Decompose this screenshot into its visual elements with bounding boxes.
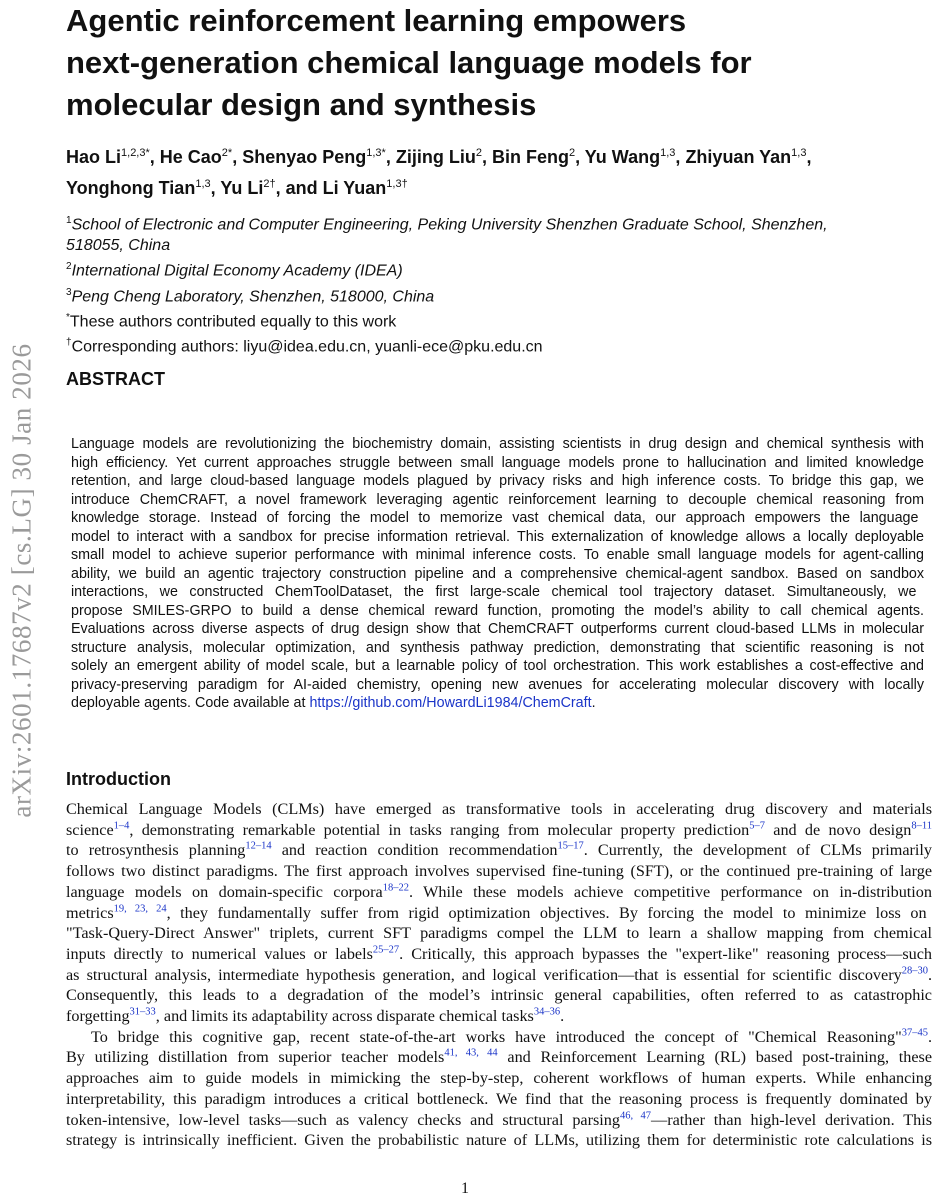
title-line: next-generation chemical language models for [66, 45, 752, 80]
citation-link[interactable]: 1–4 [113, 820, 130, 832]
introduction-line [66, 985, 932, 1006]
abstract-line: propose SMILES-GRPO to build a dense chemical reward function, promoting the model’s ability to call chemical agents. [71, 602, 924, 619]
introduction-line [66, 1068, 932, 1089]
author-affiliation-marks: 2 [568, 147, 576, 159]
introduction-line [66, 1006, 932, 1027]
author [585, 147, 686, 167]
body-text: inputs directly to numerical values or labels [66, 944, 373, 963]
author-separator: , [675, 147, 686, 167]
abstract-line: knowledge storage. Instead of forcing the model to memorize vast chemical data, our approach empowers the language [71, 510, 919, 526]
abstract-line: high efficiency. Yet current approaches struggle between small language models prone to hallucination and limited knowledge [71, 454, 924, 471]
affiliation-text: School of Electronic and Computer Engineering, Peking University Shenzhen Graduate School, Shenzhen, [71, 216, 828, 234]
abstract-heading: ABSTRACT [66, 369, 165, 389]
affiliation-mark: 1 [66, 215, 72, 226]
body-text: strategy is intrinsically inefficient. Given the probabilistic nature of LLMs, utilizing them for deterministic rote calculations is [66, 1131, 932, 1150]
affiliation-mark: 2 [66, 261, 72, 273]
author-name: Zhiyuan Yan [685, 147, 792, 167]
body-text: forgetting [66, 1007, 130, 1026]
affiliation-list [66, 210, 916, 358]
author-affiliation-marks: 2* [221, 147, 233, 159]
citation-link[interactable]: 34–36 [533, 1006, 561, 1018]
author-separator: , and [275, 178, 323, 198]
citation-link[interactable]: 37–45 [901, 1027, 928, 1039]
abstract-line: Language models are revolutionizing the biochemistry domain, assisting scientists in drug design and chemical synthesis with [71, 436, 924, 452]
abstract-lines [71, 435, 924, 694]
body-text: token-intensive, low-level tasks—such as valency checks and structural parsing [66, 1110, 620, 1129]
arxiv-identifier-stamp [0, 285, 44, 875]
abstract-line: introduce ChemCRAFT, a novel framework leveraging agentic reinforcement learning to decouple chemical reasoning from [71, 491, 924, 508]
author [66, 147, 160, 167]
citation [130, 1007, 156, 1018]
citation-link[interactable]: 25–27 [372, 944, 400, 956]
author [242, 147, 396, 167]
citation-link[interactable]: 15–17 [557, 841, 584, 853]
citation [373, 945, 399, 956]
body-text: —rather than high-level derivation. This [651, 1110, 932, 1129]
introduction-line [66, 923, 932, 944]
introduction-line [66, 903, 932, 924]
author [685, 147, 811, 167]
body-text: . While these models achieve competitive performance on in-distribution [408, 882, 932, 901]
citation [444, 1048, 497, 1059]
introduction-line [66, 882, 932, 903]
author-affiliation-marks: 1,3† [386, 178, 408, 190]
abstract-last-line-prefix: deployable agents. Code available at [71, 695, 310, 711]
author-name: Yu Li [220, 178, 264, 198]
author [323, 178, 408, 198]
author [66, 178, 220, 198]
affiliation-text: Peng Cheng Laboratory, Shenzhen, 518000, China [71, 287, 435, 305]
body-text: To bridge this cognitive gap, recent state-of-the-art works have introduced the concept of "Chemical Reasoning" [91, 1027, 902, 1046]
code-repository-link[interactable]: https://github.com/HowardLi1984/ChemCraft [309, 695, 592, 711]
body-text: , they fundamentally suffer from rigid optimization objectives. By forcing the model to minimize loss on [166, 903, 927, 922]
author-name: Hao Li [66, 147, 122, 167]
citation-link[interactable]: 5–7 [749, 820, 765, 832]
author-affiliation-marks: 2 [475, 147, 482, 159]
citation-link[interactable]: 31–33 [129, 1006, 156, 1018]
citation [114, 903, 167, 914]
abstract-line: small model to achieve superior performance with minimal inference costs. To enable small language models for agent-calling [71, 547, 924, 563]
abstract-line: Evaluations across diverse aspects of drug design show that ChemCRAFT outperforms current cloud-based LLMs in molecular [71, 621, 924, 637]
author-name: Yonghong Tian [66, 178, 196, 198]
citation-link[interactable]: 19, 23, 24 [113, 903, 167, 915]
affiliation-text: Corresponding authors: liyu@idea.edu.cn, yuanli-ece@pku.edu.cn [71, 338, 543, 356]
affiliation-text: 518055, China [66, 237, 171, 255]
title-line: molecular design and synthesis [66, 87, 537, 122]
author-name: Yu Wang [584, 147, 661, 167]
title-line: Agentic reinforcement learning empowers [66, 3, 687, 38]
author [492, 147, 585, 167]
citation [534, 1007, 560, 1018]
citation-link[interactable]: 8–11 [911, 820, 932, 832]
body-text: . Currently, the development of CLMs primarily [583, 841, 933, 860]
body-text: approaches aim to guide models in mimicking the step-by-step, coherent workflows of human experts. While enhancing [66, 1069, 932, 1088]
citation [245, 841, 271, 852]
author-separator: , [806, 147, 812, 167]
body-text: and Reinforcement Learning (RL) based post-training, these [497, 1048, 932, 1067]
body-text: language models on domain-specific corpora [66, 882, 383, 901]
introduction-line [66, 1110, 932, 1131]
citation [911, 820, 932, 831]
author-name: Li Yuan [322, 178, 387, 198]
author-separator: , [385, 147, 396, 167]
abstract-last-line-suffix: . [591, 695, 596, 711]
body-text: , demonstrating remarkable potential in tasks ranging from molecular property prediction [129, 820, 750, 839]
abstract-line: retention, and large cloud-based language models plagued by privacy risks and high inference costs. To bridge this gap, we [71, 473, 924, 489]
citation-link[interactable]: 46, 47 [619, 1110, 652, 1122]
body-text: By utilizing distillation from superior teacher models [66, 1048, 445, 1067]
introduction-line [66, 840, 932, 861]
citation-link[interactable]: 41, 43, 44 [444, 1048, 498, 1060]
affiliation-mark: * [66, 311, 70, 323]
author-name: Zijing Liu [395, 147, 476, 167]
body-text: as structural analysis, intermediate hypothesis generation, and logical verification—that is essential for scientific discovery [66, 965, 902, 984]
citation [620, 1110, 651, 1121]
author-affiliation-marks: 1,3 [660, 147, 676, 159]
author [396, 147, 492, 167]
body-text: "Task-Query-Direct Answer" triplets, current SFT paradigms compel the LLM to learn a shallow mapping from chemical [66, 924, 932, 943]
author [160, 147, 242, 167]
body-text: to retrosynthesis planning [66, 841, 246, 860]
author-name: Bin Feng [491, 147, 569, 167]
body-text: . [927, 965, 932, 984]
abstract-line: privacy-preserving paradigm for AI-aided chemistry, opening new avenues for accelerating molecular discovery with locally [71, 676, 924, 693]
author-separator: , [232, 147, 243, 167]
body-text: Consequently, this leads to a degradation of the model’s intrinsic general capabilities, often referred to as catastrophic [66, 986, 932, 1005]
citation-link[interactable]: 18–22 [382, 882, 409, 894]
body-text: . [927, 1027, 932, 1046]
author-affiliation-marks: 1,2,3* [121, 147, 150, 159]
abstract-line: structure analysis, molecular optimization, and synthesis pathway prediction, demonstrating that scientific reasoning is not [71, 639, 924, 656]
introduction-line [66, 944, 932, 965]
body-text: and reaction condition recommendation [271, 841, 558, 860]
introduction-line [66, 799, 932, 820]
body-text: . Critically, this approach bypasses the "expert-like" reasoning process—such [399, 944, 932, 963]
citation [383, 882, 409, 893]
abstract-body [71, 435, 924, 713]
affiliation-mark: † [66, 337, 72, 349]
body-text: . [560, 1007, 565, 1026]
introduction-line [66, 1047, 932, 1068]
introduction-line [66, 1130, 932, 1151]
author-list [66, 140, 936, 202]
abstract-line: ability, we build an agentic trajectory construction pipeline and a comprehensive chemical-agent sandbox. Based on sandbox [71, 565, 924, 582]
author-separator: , [210, 178, 221, 198]
body-text: metrics [66, 903, 114, 922]
body-text: and de novo design [765, 820, 912, 839]
affiliation-entry [66, 332, 916, 357]
citation-link[interactable]: 28–30 [901, 965, 928, 977]
abstract-line: interactions, we constructed ChemToolDataset, the first large-scale chemical tool trajectory dataset. Simultaneously, we [71, 584, 917, 600]
paper-title [66, 0, 886, 126]
citation-link[interactable]: 12–14 [245, 841, 272, 853]
abstract-line: model to interact with a sandbox for precise information retrieval. This externalization of knowledge allows a locally deployable [71, 528, 924, 545]
introduction-line [66, 965, 932, 986]
introduction-line [66, 1027, 932, 1048]
body-text: , and limits its adaptability across disparate chemical tasks [155, 1007, 534, 1026]
citation [902, 965, 928, 976]
author-affiliation-marks: 1,3* [366, 147, 386, 159]
citation [114, 820, 130, 831]
author-separator: , [481, 147, 492, 167]
author [220, 178, 322, 198]
body-text: interpretability, this paradigm introduces a critical bottleneck. We find that the reasoning process is frequently dominated by [66, 1089, 932, 1108]
author-affiliation-marks: 1,3 [791, 147, 807, 159]
author-separator: , [575, 147, 585, 167]
introduction-heading: Introduction [66, 769, 171, 789]
affiliation-mark: 3 [66, 286, 72, 298]
introduction-line [66, 861, 932, 882]
page-number: 1 [461, 1180, 469, 1197]
abstract-line: solely an emergent ability of model scale, but a learnable policy of tool orchestration. This work establishes a cost-effective and [71, 658, 924, 674]
author-name: Shenyao Peng [242, 147, 367, 167]
affiliation-entry [66, 210, 916, 256]
introduction-body [66, 799, 932, 1151]
affiliation-entry [66, 256, 916, 281]
body-text: science [66, 820, 114, 839]
author-name: He Cao [159, 147, 222, 167]
affiliation-entry [66, 282, 916, 307]
affiliation-entry [66, 307, 916, 332]
author-separator: , [149, 147, 160, 167]
body-text: follows two distinct paradigms. The first approach involves supervised fine-tuning (SFT), or the continued pre-training of large [66, 862, 932, 881]
author-affiliation-marks: 1,3 [195, 178, 211, 190]
arxiv-identifier-text: arXiv:2601.17687v2 [cs.LG] 30 Jan 2026 [6, 342, 37, 818]
introduction-line [66, 820, 932, 841]
citation [558, 841, 584, 852]
citation [902, 1027, 928, 1038]
affiliation-text: These authors contributed equally to this work [69, 313, 397, 331]
introduction-line [66, 1089, 932, 1110]
author-affiliation-marks: 2† [263, 178, 276, 190]
body-text: Chemical Language Models (CLMs) have emerged as transformative tools in accelerating drug discovery and materials [66, 800, 932, 818]
abstract-last-line [71, 694, 924, 713]
affiliation-text: International Digital Economy Academy (IDEA) [71, 262, 403, 280]
citation [749, 820, 765, 831]
